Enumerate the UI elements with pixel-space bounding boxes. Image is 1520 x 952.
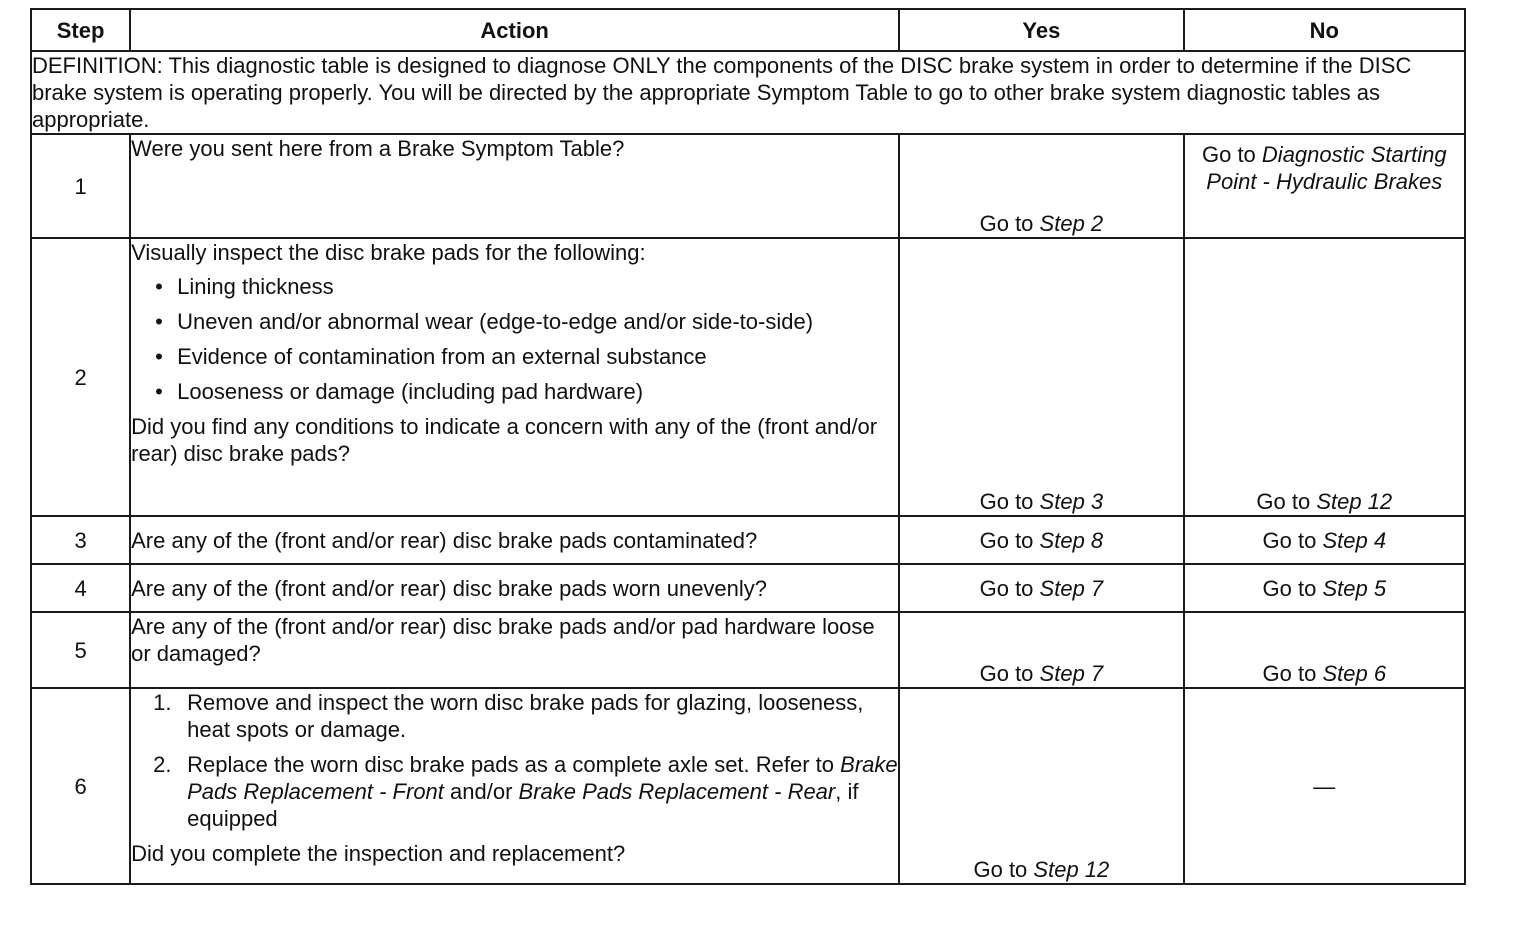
question: Did you complete the inspection and replacement? xyxy=(131,841,626,866)
yes-step-link[interactable]: Step 12 xyxy=(1033,857,1110,882)
table-row xyxy=(31,238,1465,516)
goto-label: Go to xyxy=(1262,661,1317,686)
yes-cell xyxy=(899,612,1183,688)
goto-label: Go to xyxy=(1256,489,1311,514)
no-step-link[interactable]: Step 4 xyxy=(1322,527,1387,553)
action-cell xyxy=(130,688,899,884)
no-step-link[interactable]: Step 6 xyxy=(1322,661,1387,686)
item-text: , if equipped xyxy=(187,779,859,831)
yes-step-link[interactable]: Step 2 xyxy=(1039,211,1104,236)
no-cell xyxy=(1184,564,1465,612)
goto-label: Go to xyxy=(979,661,1034,686)
no-cell xyxy=(1184,238,1465,516)
front-pads-link[interactable]: Brake Pads Replacement - Front xyxy=(187,752,898,804)
definition-text: DEFINITION: This diagnostic table is designed to diagnose ONLY the components of the DISC brake system in order to determine if the DISC brake system is operating properly. You will be directed by the appropriate Symptom Table to go to other brake system diagnostic tables as appropriate. xyxy=(31,51,1465,134)
action-cell xyxy=(130,516,899,564)
goto-label: Go to xyxy=(1262,575,1317,601)
list-item: • Uneven and/or abnormal wear (edge-to-edge and/or side-to-side) xyxy=(131,308,898,335)
header-action: Action xyxy=(130,9,899,51)
step-number: 1 xyxy=(31,134,130,238)
question: Are any of the (front and/or rear) disc brake pads and/or pad hardware loose or damaged? xyxy=(131,614,875,666)
table-row xyxy=(31,564,1465,612)
list-item xyxy=(131,689,898,743)
yes-cell xyxy=(899,564,1183,612)
goto-label: Go to xyxy=(973,857,1028,882)
list-item: • Evidence of contamination from an external substance xyxy=(131,343,898,370)
no-step-link[interactable]: Diagnostic Starting Point - Hydraulic Brakes xyxy=(1206,142,1447,194)
rear-pads-link[interactable]: Brake Pads Replacement - Rear xyxy=(518,779,836,804)
item-text: Remove and inspect the worn disc brake pads for glazing, looseness, heat spots or damage. xyxy=(187,690,864,742)
yes-cell xyxy=(899,134,1183,238)
header-yes: Yes xyxy=(899,9,1183,51)
yes-cell xyxy=(899,688,1183,884)
table-row xyxy=(31,516,1465,564)
no-step-link[interactable]: Step 12 xyxy=(1316,489,1393,514)
list-item xyxy=(131,751,898,832)
goto-label: Go to xyxy=(979,489,1034,514)
no-step-link[interactable]: Step 5 xyxy=(1322,575,1387,601)
inspection-list xyxy=(131,273,898,405)
item-text: and/or xyxy=(450,779,513,804)
instruction: Visually inspect the disc brake pads for the following: xyxy=(131,240,646,265)
table-row xyxy=(31,688,1465,884)
definition-row xyxy=(31,51,1465,134)
diagnostic-table xyxy=(30,8,1466,885)
no-cell xyxy=(1184,134,1465,238)
yes-cell xyxy=(899,516,1183,564)
step-number: 3 xyxy=(31,516,130,564)
table-row xyxy=(31,134,1465,238)
yes-step-link[interactable]: Step 7 xyxy=(1039,575,1104,601)
header-step: Step xyxy=(31,9,130,51)
item-number: 2. xyxy=(153,752,172,777)
item-text: Replace the worn disc brake pads as a complete axle set. Refer to xyxy=(187,752,835,777)
step-number: 2 xyxy=(31,238,130,516)
header-no: No xyxy=(1184,9,1465,51)
dash: — xyxy=(1313,773,1336,799)
question: Did you find any conditions to indicate a concern with any of the (front and/or rear) disc brake pads? xyxy=(131,414,878,466)
action-cell xyxy=(130,238,899,516)
action-cell xyxy=(130,564,899,612)
question: Were you sent here from a Brake Symptom Table? xyxy=(131,136,625,161)
goto-label: Go to xyxy=(1201,142,1256,167)
goto-label: Go to xyxy=(1262,527,1317,553)
procedure-list xyxy=(131,689,898,832)
goto-label: Go to xyxy=(979,527,1034,553)
step-number: 6 xyxy=(31,688,130,884)
table-row xyxy=(31,612,1465,688)
action-cell xyxy=(130,134,899,238)
question: Are any of the (front and/or rear) disc brake pads worn unevenly? xyxy=(131,575,768,601)
yes-step-link[interactable]: Step 8 xyxy=(1039,527,1104,553)
list-item: • Lining thickness xyxy=(131,273,898,300)
action-cell xyxy=(130,612,899,688)
no-cell xyxy=(1184,688,1465,884)
no-cell xyxy=(1184,516,1465,564)
step-number: 4 xyxy=(31,564,130,612)
yes-step-link[interactable]: Step 7 xyxy=(1039,661,1104,686)
yes-cell xyxy=(899,238,1183,516)
step-number: 5 xyxy=(31,612,130,688)
yes-step-link[interactable]: Step 3 xyxy=(1039,489,1104,514)
question: Are any of the (front and/or rear) disc brake pads contaminated? xyxy=(131,527,758,553)
list-item: • Looseness or damage (including pad hardware) xyxy=(131,378,898,405)
header-row xyxy=(31,9,1465,51)
goto-label: Go to xyxy=(979,575,1034,601)
no-cell xyxy=(1184,612,1465,688)
goto-label: Go to xyxy=(979,211,1034,236)
item-number: 1. xyxy=(153,690,172,715)
